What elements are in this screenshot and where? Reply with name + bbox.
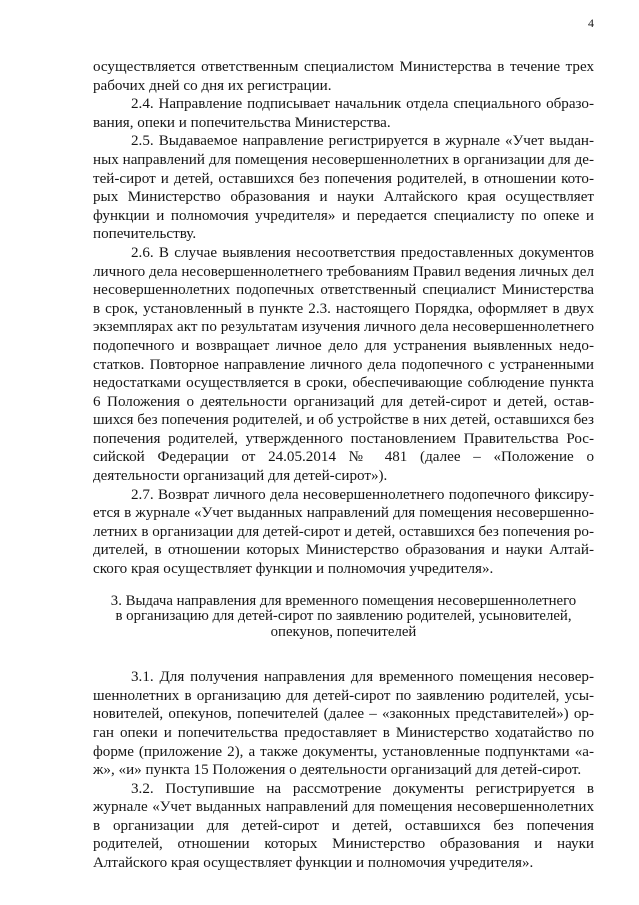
paragraph-2-3-continuation: осуществляется ответственным специалистом Министерства в течение трех рабочих дней со дня их регистрации. <box>93 59 594 94</box>
section-3-heading-line-2: в организацию для детей-сирот по заявлению родителей, усыновителей, <box>115 608 572 625</box>
section-3-heading-line-3: опекунов, попечителей <box>270 623 417 640</box>
section-3-heading <box>93 594 594 641</box>
paragraph-3-1: 3.1. Для получения направления для временного помещения несовершеннолетних в организацию для детей-сирот по заявлению родителей, усыновителей, опекунов, попечителей (далее – «законных представителей») орган опеки и попечительства предоставляет в Министерство ходатайство по форме (приложение 2), а также документы, установленные подпунктами «а-ж», «и» пункта 15 Положения о деятельности организаций для детей-сирот. <box>93 669 594 779</box>
paragraph-3-2: 3.2. Поступившие на рассмотрение документы регистрируется в журнале «Учет выданных направлений для помещения несовершеннолетних в организации для детей-сирот и детей, оставшихся без попечения родителей, отношении которых Министерство образования и науки Алтайского края осуществляет функции и полномочия учредителя». <box>93 780 594 872</box>
paragraph-2-4: 2.4. Направление подписывает начальник отдела специального образования, опеки и попечительства Министерства. <box>93 96 594 131</box>
paragraph-2-7: 2.7. Возврат личного дела несовершеннолетнего подопечного фиксируется в журнале «Учет выданных направлений для помещения несовершеннолетних в организации для детей-сирот и детей, оставшихся без попечения родителей, в отношении которых Министерство образования и науки Алтайского края осуществляет функции и полномочия учредителя». <box>93 486 594 578</box>
section-3-heading-line-1: 3. Выдача направления для временного помещения несовершеннолетнего <box>110 592 577 609</box>
paragraph-2-6: 2.6. В случае выявления несоответствия предоставленных документов личного дела несовершеннолетнего требованиям Правил ведения личных дел несовершеннолетних подопечных ответственный специалист Министерства в срок, установленный в пункте 2.3. настоящего Порядка, оформляет в двух экземплярах акт по результатам изучения личного дела несовершеннолетнего подопечного и возвращает личное дело для устранения выявленных недостатков. Повторное направление личного дела подопечного с устраненными недостатками осуществляется в сроки, обеспечивающие соблюдение пункта 6 Положения о деятельности организаций для детей-сирот и детей, оставшихся без попечения родителей, и об устройстве в них детей, оставшихся без попечения родителей, утвержденного постановлением Правительства Российской Федерации от 24.05.2014 № 481 (далее – «Положение о деятельности организаций для детей-сирот»). <box>93 244 594 485</box>
document-body <box>93 58 594 873</box>
page-number: 4 <box>588 16 594 30</box>
paragraph-2-5: 2.5. Выдаваемое направление регистрируется в журнале «Учет выданных направлений для помещения несовершеннолетних в организации для детей-сирот и детей, оставшихся без попечения родителей, в отношении которых Министерство образования и науки Алтайского края осуществляет функции и полномочия учредителя» и передается специалисту по опеке и попечительству. <box>93 133 594 243</box>
